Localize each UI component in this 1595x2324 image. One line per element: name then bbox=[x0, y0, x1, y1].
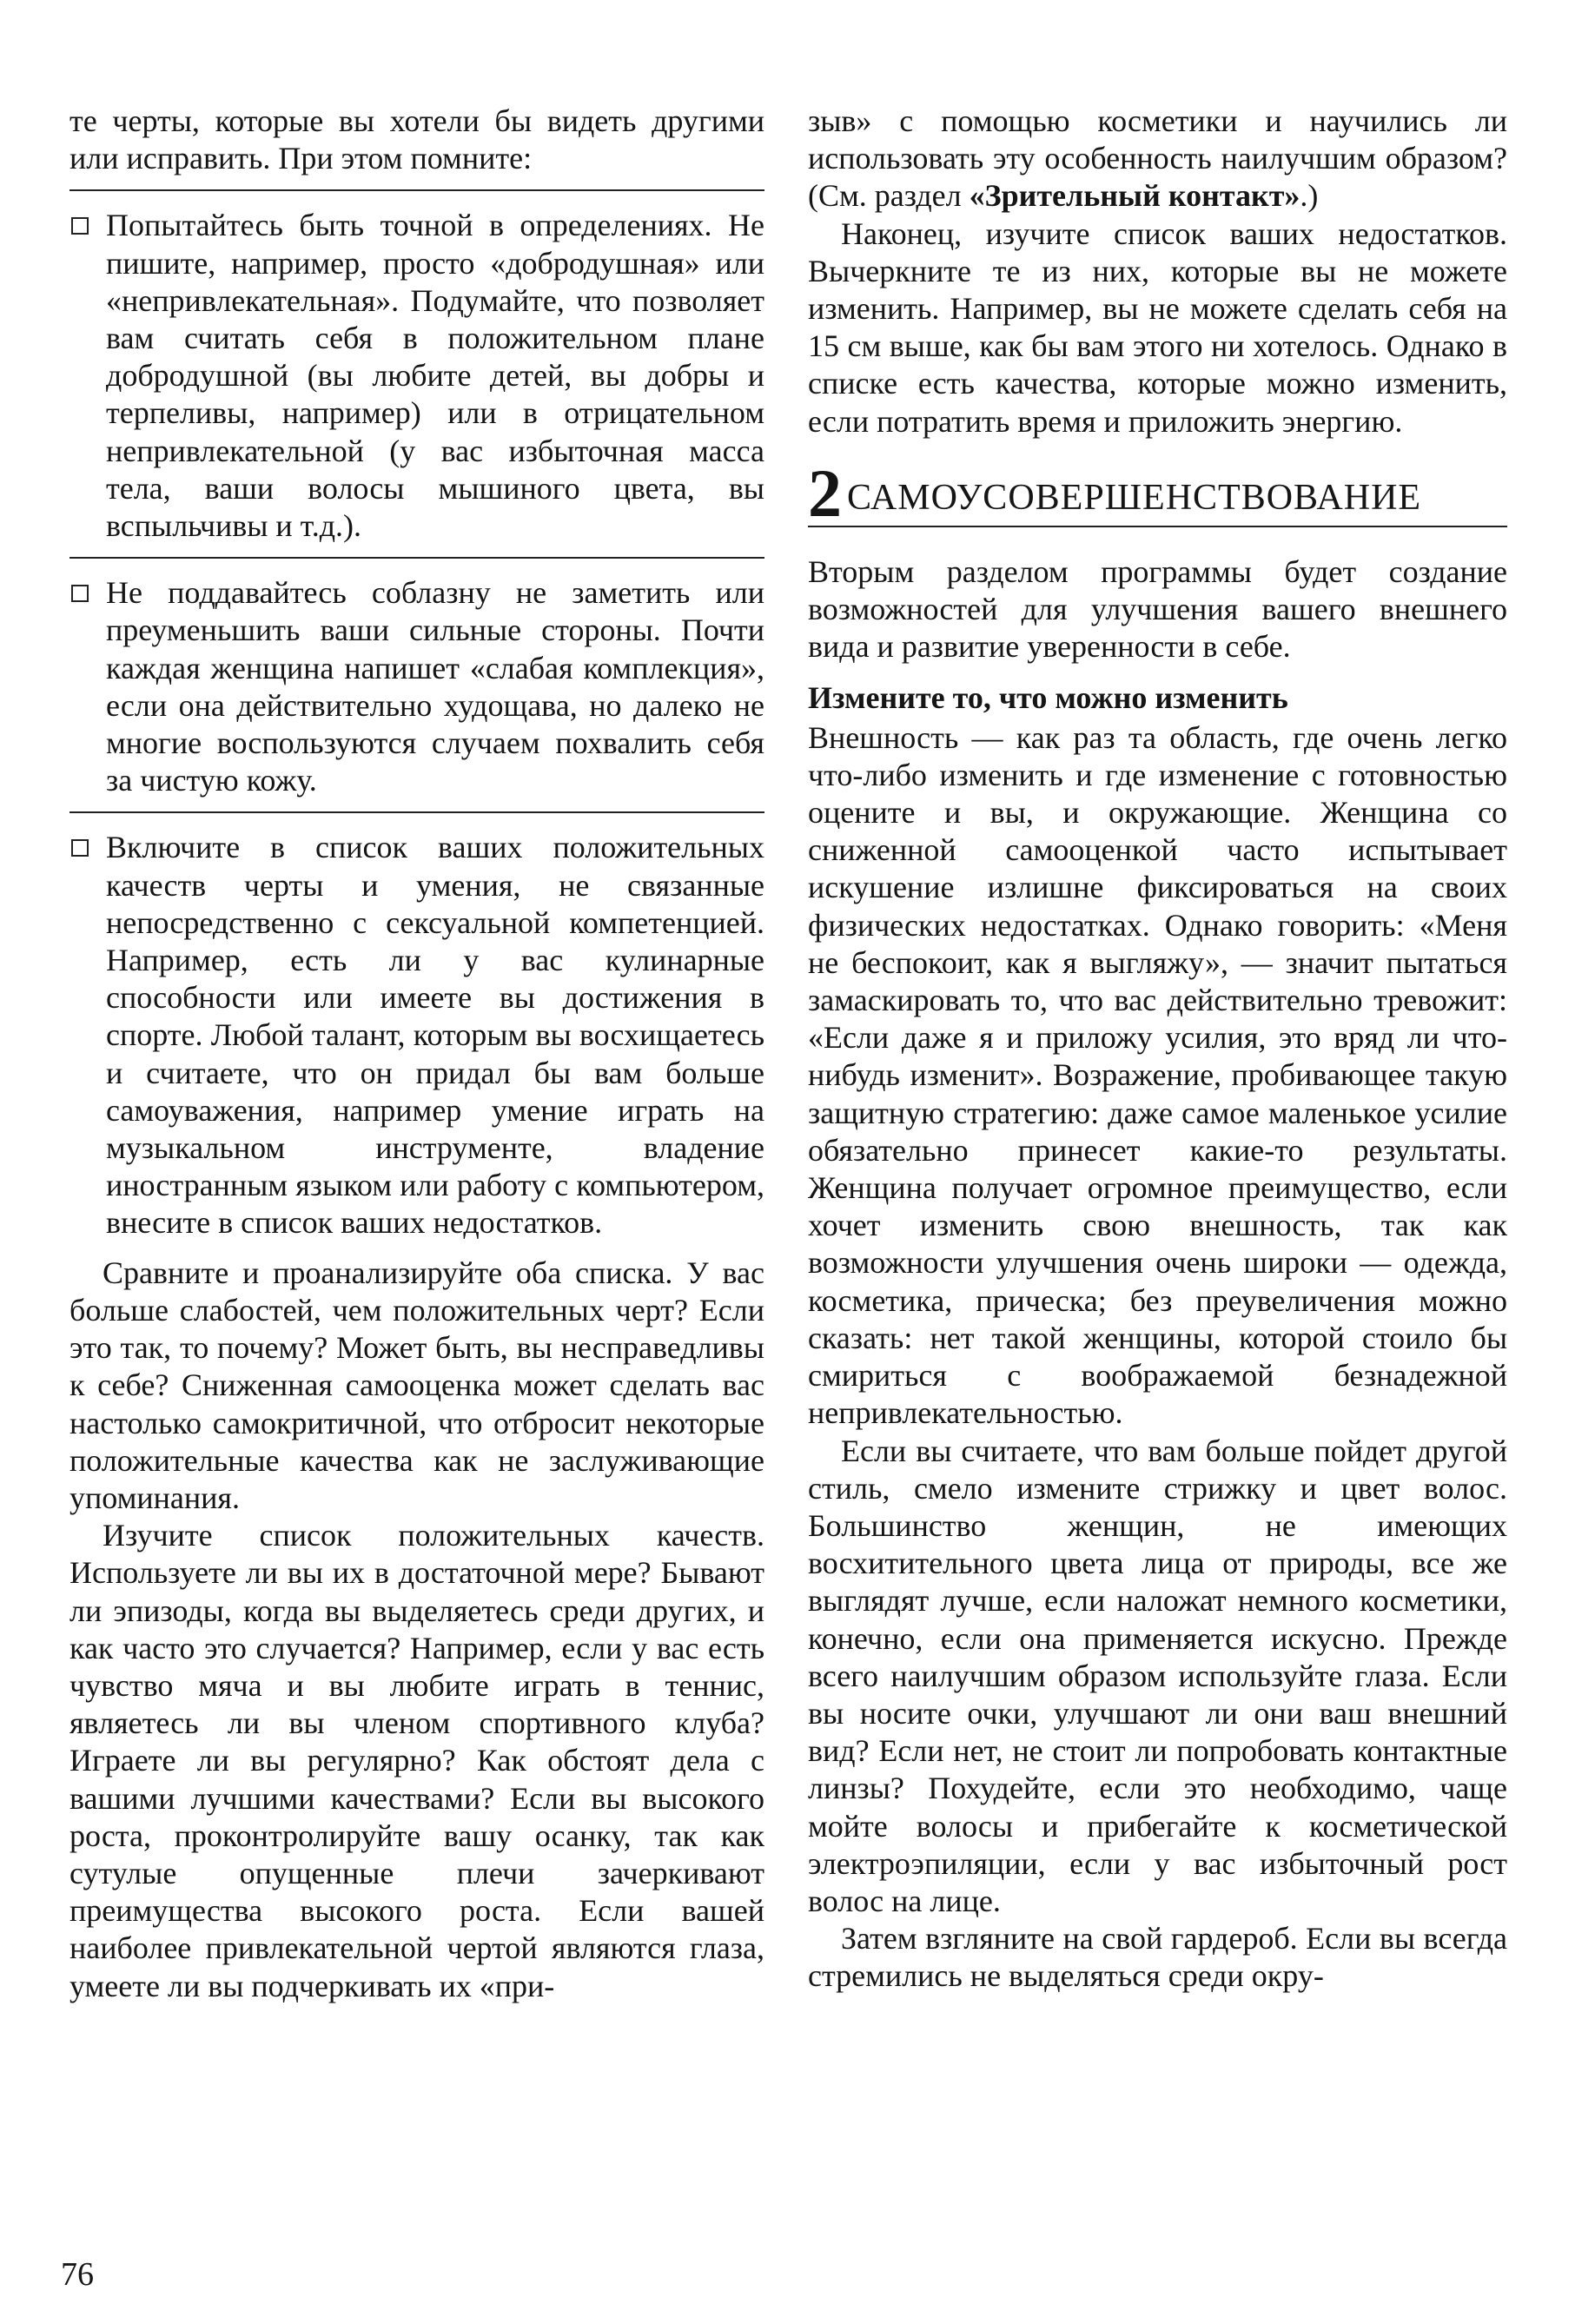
subheading: Измените то, что можно изменить bbox=[808, 680, 1288, 716]
checkbox-icon bbox=[71, 839, 89, 857]
divider bbox=[69, 189, 764, 191]
section-underline bbox=[808, 526, 1507, 527]
appearance-paragraph: Внешность — как раз та область, где очень легко что-либо изменить и где изменение с готовностью оцените и вы, и окружающие. Женщина со сниженной самооценкой часто испытывает искушение излишне фиксироваться на своих физических недостатках. Однако говорить: «Меня не беспокоит, как я выгляжу», — значит пытаться замаскировать то, что вас действительно тревожит: «Если даже я и приложу усилия, это вряд ли что-нибудь изменит». Возражение, пробивающее такую защитную стратегию: даже самое маленькое усилие обязательно принесет какие-то результаты. Женщина получает огромное преимущество, если хочет изменить свою внешность, так как возможности улучшения очень широки — одежда, косметика, прическа; без преувеличения можно сказать: нет такой женщины, которой стоило бы смириться с воображаемой безнадежной непривлекательностью. bbox=[808, 719, 1507, 1431]
right-column bbox=[808, 103, 1507, 1996]
compare-paragraph: Сравните и проанализируйте оба списка. У вас больше слабостей, чем положительных черт? Если это так, то почему? Может быть, вы несправедливы к себе? Сниженная самооценка может сделать вас настолько самокритичной, что отбросит некоторые положительные качества как не заслуживающие упоминания. bbox=[69, 1255, 764, 1515]
continued-end: .) bbox=[1300, 178, 1319, 214]
cross-reference: «Зрительный контакт» bbox=[969, 178, 1300, 214]
finally-paragraph: Наконец, изучите список ваших недостатков. Вычеркните те из них, которые вы не можете изменить. Например, вы не можете сделать себя на 15 см выше, как бы вам этого ни хотелось. Однако в списке есть качества, которые можно изменить, если потратить время и приложить энергию. bbox=[808, 215, 1507, 439]
tip-item bbox=[69, 207, 764, 545]
section-title: САМОУСОВЕРШЕНСТВОВАНИЕ bbox=[847, 477, 1422, 518]
section-heading bbox=[808, 454, 1507, 531]
tip-item bbox=[69, 829, 764, 1241]
left-column bbox=[69, 103, 764, 2005]
wardrobe-paragraph: Затем взгляните на свой гардероб. Если вы всегда стремились не выделяться среди окру- bbox=[808, 1921, 1507, 1994]
tip-item bbox=[69, 574, 764, 799]
checkbox-icon bbox=[71, 217, 89, 235]
study-paragraph: Изучите список положительных качеств. Используете ли вы их в достаточной мере? Бывают ли эпизоды, когда вы выделяетесь среди других, и как часто это случается? Например, если у вас есть чувство мяча и вы любите играть в теннис, являетесь ли вы членом спортивного клуба? Играете ли вы регулярно? Как обстоят дела с вашими лучшими качествами? Если вы высокого роста, проконтролируйте вашу осанку, так как сутулые опущенные плечи зачеркивают преимущества высокого роста. Если вашей наиболее привлекательной чертой являются глаза, умеете ли вы подчеркивать их «при- bbox=[69, 1518, 764, 2003]
second-section-paragraph: Вторым разделом программы будет создание возможностей для улучшения вашего внешнего вида и развитие уверенности в себе. bbox=[808, 553, 1507, 665]
intro-paragraph: те черты, которые вы хотели бы видеть другими или исправить. При этом помните: bbox=[69, 103, 764, 176]
section-number: 2 bbox=[808, 454, 842, 531]
style-paragraph: Если вы считаете, что вам больше пойдет другой стиль, смело измените стрижку и цвет волос. Большинство женщин, не имеющих восхитительного цвета лица от природы, все же выглядят лучше, если наложат немного косметики, конечно, если она применяется искусно. Прежде всего наилучшим образом используйте глаза. Если вы носите очки, улучшают ли они ваш внешний вид? Если нет, не стоит ли попробовать контактные линзы? Похудейте, если это необходимо, чаще мойте волосы и прибегайте к косметической электроэпиляции, если у вас избыточный рост волос на лице. bbox=[808, 1433, 1507, 1918]
tip-text: Попытайтесь быть точной в определениях. Не пишите, например, просто «добродушная» или «непривлекательная». Подумайте, что позволяет вам считать себя в положительном плане добродушной (вы любите детей, вы добры и терпеливы, например) или в отрицательном непривлекательной (у вас избыточная масса тела, ваши волосы мышиного цвета, вы вспыльчивы и т.д.). bbox=[106, 208, 764, 544]
divider bbox=[69, 811, 764, 813]
continued-paragraph bbox=[808, 103, 1507, 215]
checkbox-icon bbox=[71, 585, 89, 602]
divider bbox=[69, 557, 764, 559]
continued-text: зыв» с помощью косметики и научились ли использовать эту особенность наилучшим образом? (См. раздел bbox=[808, 103, 1507, 214]
page-number: 76 bbox=[61, 2256, 94, 2293]
tip-text: Не поддавайтесь соблазну не заметить или преуменьшить ваши сильные стороны. Почти каждая женщина напишет «слабая комплекция», если она действительно худощава, но далеко не многие воспользуются случаем похвалить себя за чистую кожу. bbox=[106, 575, 764, 798]
tip-text: Включите в список ваших положительных качеств черты и умения, не связанные непосредственно с сексуальной компетенцией. Например, есть ли у вас кулинарные способности или имеете вы достижения в спорте. Любой талант, которым вы восхищаетесь и считаете, что он придал бы вам больше самоуважения, например умение играть на музыкальном инструменте, владение иностранным языком или работу с компьютером, внесите в список ваших недостатков. bbox=[106, 830, 764, 1241]
